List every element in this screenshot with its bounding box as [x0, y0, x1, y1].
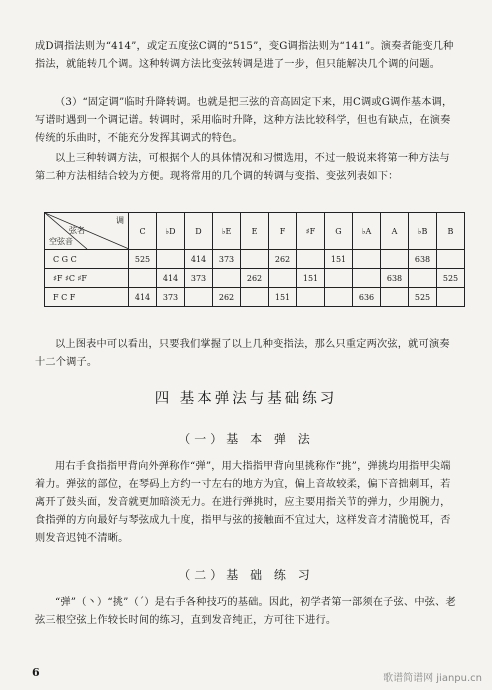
table-cell: [297, 288, 325, 307]
section-heading: 四 基本弹法与基础练习: [154, 391, 338, 407]
table-cell: [241, 250, 269, 269]
row-strings-label: F C F: [45, 288, 129, 307]
table-row: [45, 269, 465, 288]
table-cell: 262: [213, 288, 241, 307]
table-cell: [325, 269, 353, 288]
key-header: D: [185, 213, 213, 250]
table-cell: [437, 288, 465, 307]
row-strings-label: C G C: [45, 250, 129, 269]
key-header: G: [325, 213, 353, 250]
table-cell: [297, 250, 325, 269]
table-cell: [185, 288, 213, 307]
watermark-text: 歌谱简谱网 jianpu.cn: [383, 673, 482, 684]
table-cell: [381, 288, 409, 307]
table-cell: [241, 288, 269, 307]
table-cell: [213, 269, 241, 288]
table-header-row: [45, 213, 465, 250]
paragraph-transposition-intro: 成D调指法则为“414”，或定五度弦C调的“515”，变G调指法则为“141”。演奏者能变几种指法，就能转几个调。这种转调方法比变弦转调是进了一步，但只能解决几个调的问题。: [35, 41, 454, 70]
transposition-table: [44, 212, 465, 307]
table-cell: 262: [241, 269, 269, 288]
table-cell: [381, 250, 409, 269]
table-cell: [353, 269, 381, 288]
subsection-heading-basic-playing: （一）基 本 弹 法: [178, 432, 314, 446]
corner-label-strings: 空弦音: [49, 237, 73, 246]
paragraph-table-intro: 以上三种转调方法，可根据个人的具体情况和习惯选用，不过一般说来将第一种方法与第二种方法相结合较为方便。现将常用的几个调的转调与变指、变弦列表如下：: [35, 153, 450, 182]
key-header: E: [241, 213, 269, 250]
key-header: ♭E: [213, 213, 241, 250]
paragraph-basic-playing: 用右手食指指甲背向外弹称作“弹”，用大指指甲背向里挑称作“挑”，弹挑均用指甲尖端着力。弹弦的部位，在琴码上方约一寸左右的地方为宜，偏上音故较柔，偏下音拙刺耳，若离开了鼓头面，发音就更加暗淡无力。在进行弹挑时，应主要用指关节的弹力，少用腕力，食指弹的方向最好与琴弦成九十度，指甲与弦的接触面不宜过大，这样发音才清脆悦耳，否则发音迟钝不清晰。: [35, 461, 451, 544]
table-cell: [269, 269, 297, 288]
key-header: ♯F: [297, 213, 325, 250]
table-row: [45, 250, 465, 269]
table-cell: 373: [157, 288, 185, 307]
subsection-heading-basic-practice: （二）基 础 练 习: [178, 568, 314, 582]
table-cell: 151: [269, 288, 297, 307]
page-number: 6: [32, 666, 40, 679]
table-cell: 414: [185, 250, 213, 269]
corner-label-key: 调: [116, 216, 124, 225]
table-cell: 638: [409, 250, 437, 269]
table-cell: 414: [129, 288, 157, 307]
table-cell: 636: [353, 288, 381, 307]
table-cell: 525: [437, 269, 465, 288]
row-strings-label: ♯F ♯C ♯F: [45, 269, 129, 288]
table-cell: 638: [381, 269, 409, 288]
table-cell: 151: [325, 250, 353, 269]
table-cell: 373: [185, 269, 213, 288]
key-header: ♭B: [409, 213, 437, 250]
table-cell: 414: [157, 269, 185, 288]
key-header: ♭D: [157, 213, 185, 250]
table-cell: 525: [409, 288, 437, 307]
table-cell: 373: [213, 250, 241, 269]
key-header: ♭A: [353, 213, 381, 250]
paragraph-fixed-key: （3）“固定调”临时升降转调。也就是把三弦的音高固定下来，用C调或G调作基本调，写谱时遇到一个调记谱。转调时，采用临时升降，这种方法比较科学，但也有缺点，在演奏传统的乐曲时，不能充分发挥其调式的特色。: [35, 97, 453, 144]
table-cell: [353, 250, 381, 269]
table-cell: [157, 250, 185, 269]
paragraph-basic-practice: “弹”（丶）“挑”（ˊ）是右手各种技巧的基础。因此，初学者第一部须在子弦、中弦、老弦三根空弦上作较长时间的练习，直到发音纯正，方可往下进行。: [35, 597, 456, 626]
table-cell: [325, 288, 353, 307]
paragraph-table-conclusion: 以上图表中可以看出，只要我们掌握了以上几种变指法，那么只重定两次弦，就可演奏十二个调子。: [35, 339, 450, 368]
table-cell: 525: [129, 250, 157, 269]
key-header: C: [129, 213, 157, 250]
table-cell: 262: [269, 250, 297, 269]
table-cell: 151: [297, 269, 325, 288]
key-header: F: [269, 213, 297, 250]
table-cell: [437, 250, 465, 269]
corner-label-fingering: 弦名: [69, 226, 85, 235]
table-cell: [129, 269, 157, 288]
table-corner-cell: [45, 213, 129, 250]
key-header: B: [437, 213, 465, 250]
table-row: [45, 288, 465, 307]
key-header: A: [381, 213, 409, 250]
table-cell: [409, 269, 437, 288]
